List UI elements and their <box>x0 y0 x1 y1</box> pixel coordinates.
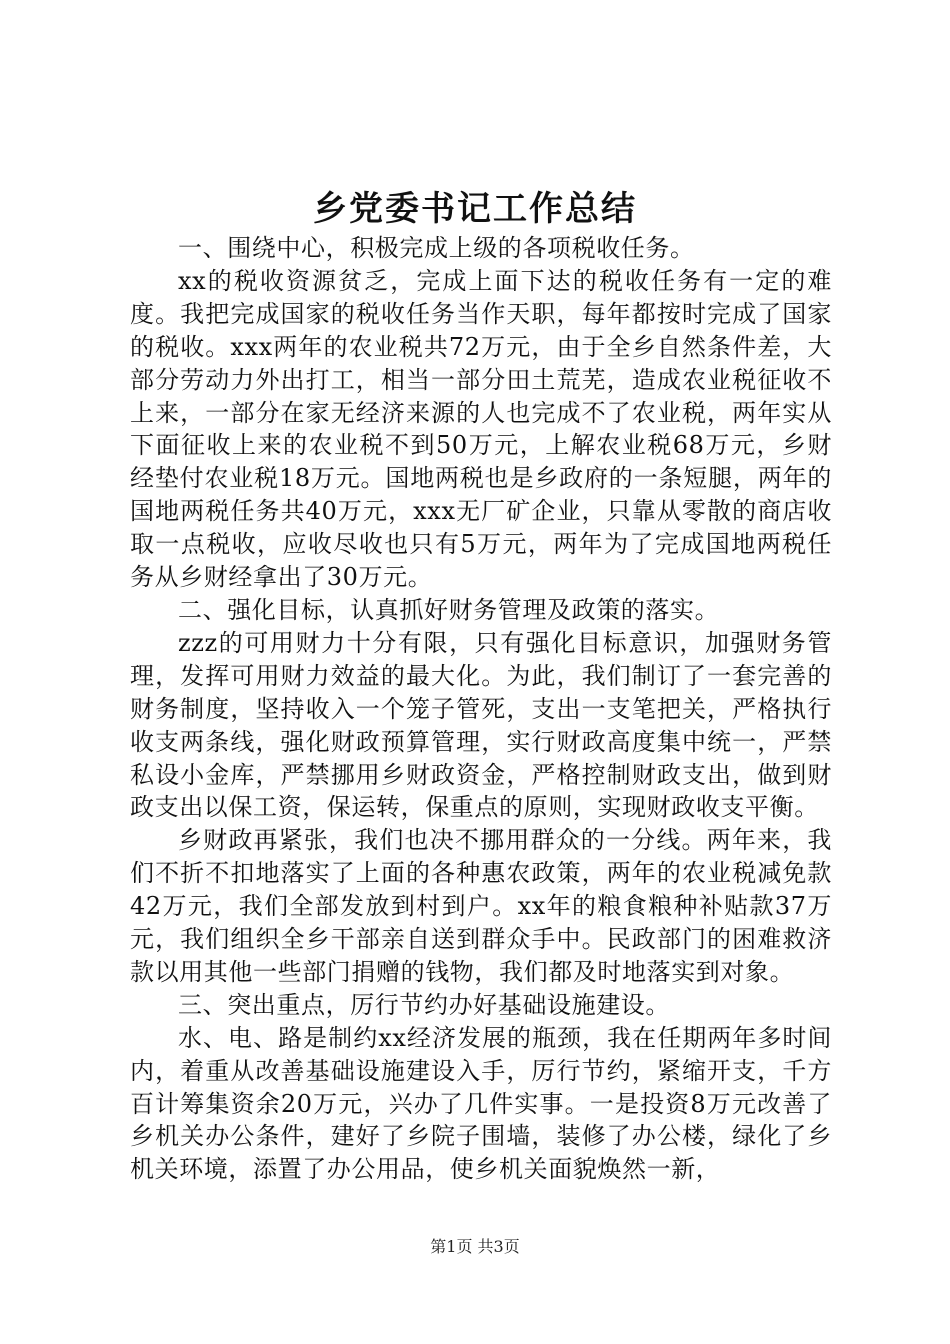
document-body <box>130 232 832 1186</box>
paragraph-section-1-heading: 一、围绕中心，积极完成上级的各项税收任务。 <box>178 234 695 262</box>
paragraph-policy-implementation: 乡财政再紧张，我们也决不挪用群众的一分线。两年来，我们不折不扣地落实了上面的各种惠农政策，两年的农业税减免款42万元，我们全部发放到村到户。xx年的粮食粮种补贴款37万元，我们组织全乡干部亲自送到群众手中。民政部门的困难救济款以用其他一些部门捐赠的钱物，我们都及时地落实到对象。 <box>130 826 832 986</box>
paragraph-infrastructure: 水、电、路是制约xx经济发展的瓶颈，我在任期两年多时间内，着重从改善基础设施建设入手，厉行节约，紧缩开支，千方百计筹集资余20万元，兴办了几件实事。一是投资8万元改善了乡机关办公条件，建好了乡院子围墙，装修了办公楼，绿化了乡机关环境，添置了办公用品，使乡机关面貌焕然一新， <box>130 1023 832 1184</box>
paragraph-section-3-heading: 三、突出重点，厉行节约办好基础设施建设。 <box>178 990 670 1019</box>
paragraph-tax-collection: xx的税收资源贫乏，完成上面下达的税收任务有一定的难度。我把完成国家的税收任务当作天职，每年都按时完成了国家的税收。xxx两年的农业税共72万元，由于全乡自然条件差，大部分劳动力外出打工，相当一部分田土荒芜，造成农业税征收不上来，一部分在家无经济来源的人也完成不了农业税，两年实从下面征收上来的农业税不到50万元，上解农业税68万元，乡财经垫付农业税18万元。国地两税也是乡政府的一条短腿，两年的国地两税任务共40万元，xxx无厂矿企业，只靠从零散的商店收取一点税收，应收尽收也只有5万元，两年为了完成国地两税任务从乡财经拿出了30万元。 <box>130 266 832 592</box>
page-footer: 第1页 共3页 <box>430 1237 520 1256</box>
document-title: 乡党委书记工作总结 <box>313 189 637 229</box>
paragraph-financial-management: zzz的可用财力十分有限，只有强化目标意识，加强财务管理，发挥可用财力效益的最大化。为此，我们制订了一套完善的财务制度，坚持收入一个笼子管死，支出一支笔把关，严格执行收支两条线，强化财政预算管理，实行财政高度集中统一，严禁私设小金库，严禁挪用乡财政资金，严格控制财政支出，做到财政支出以保工资，保运转，保重点的原则，实现财政收支平衡。 <box>130 628 832 822</box>
paragraph-section-2-heading: 二、强化目标，认真抓好财务管理及政策的落实。 <box>178 595 720 624</box>
